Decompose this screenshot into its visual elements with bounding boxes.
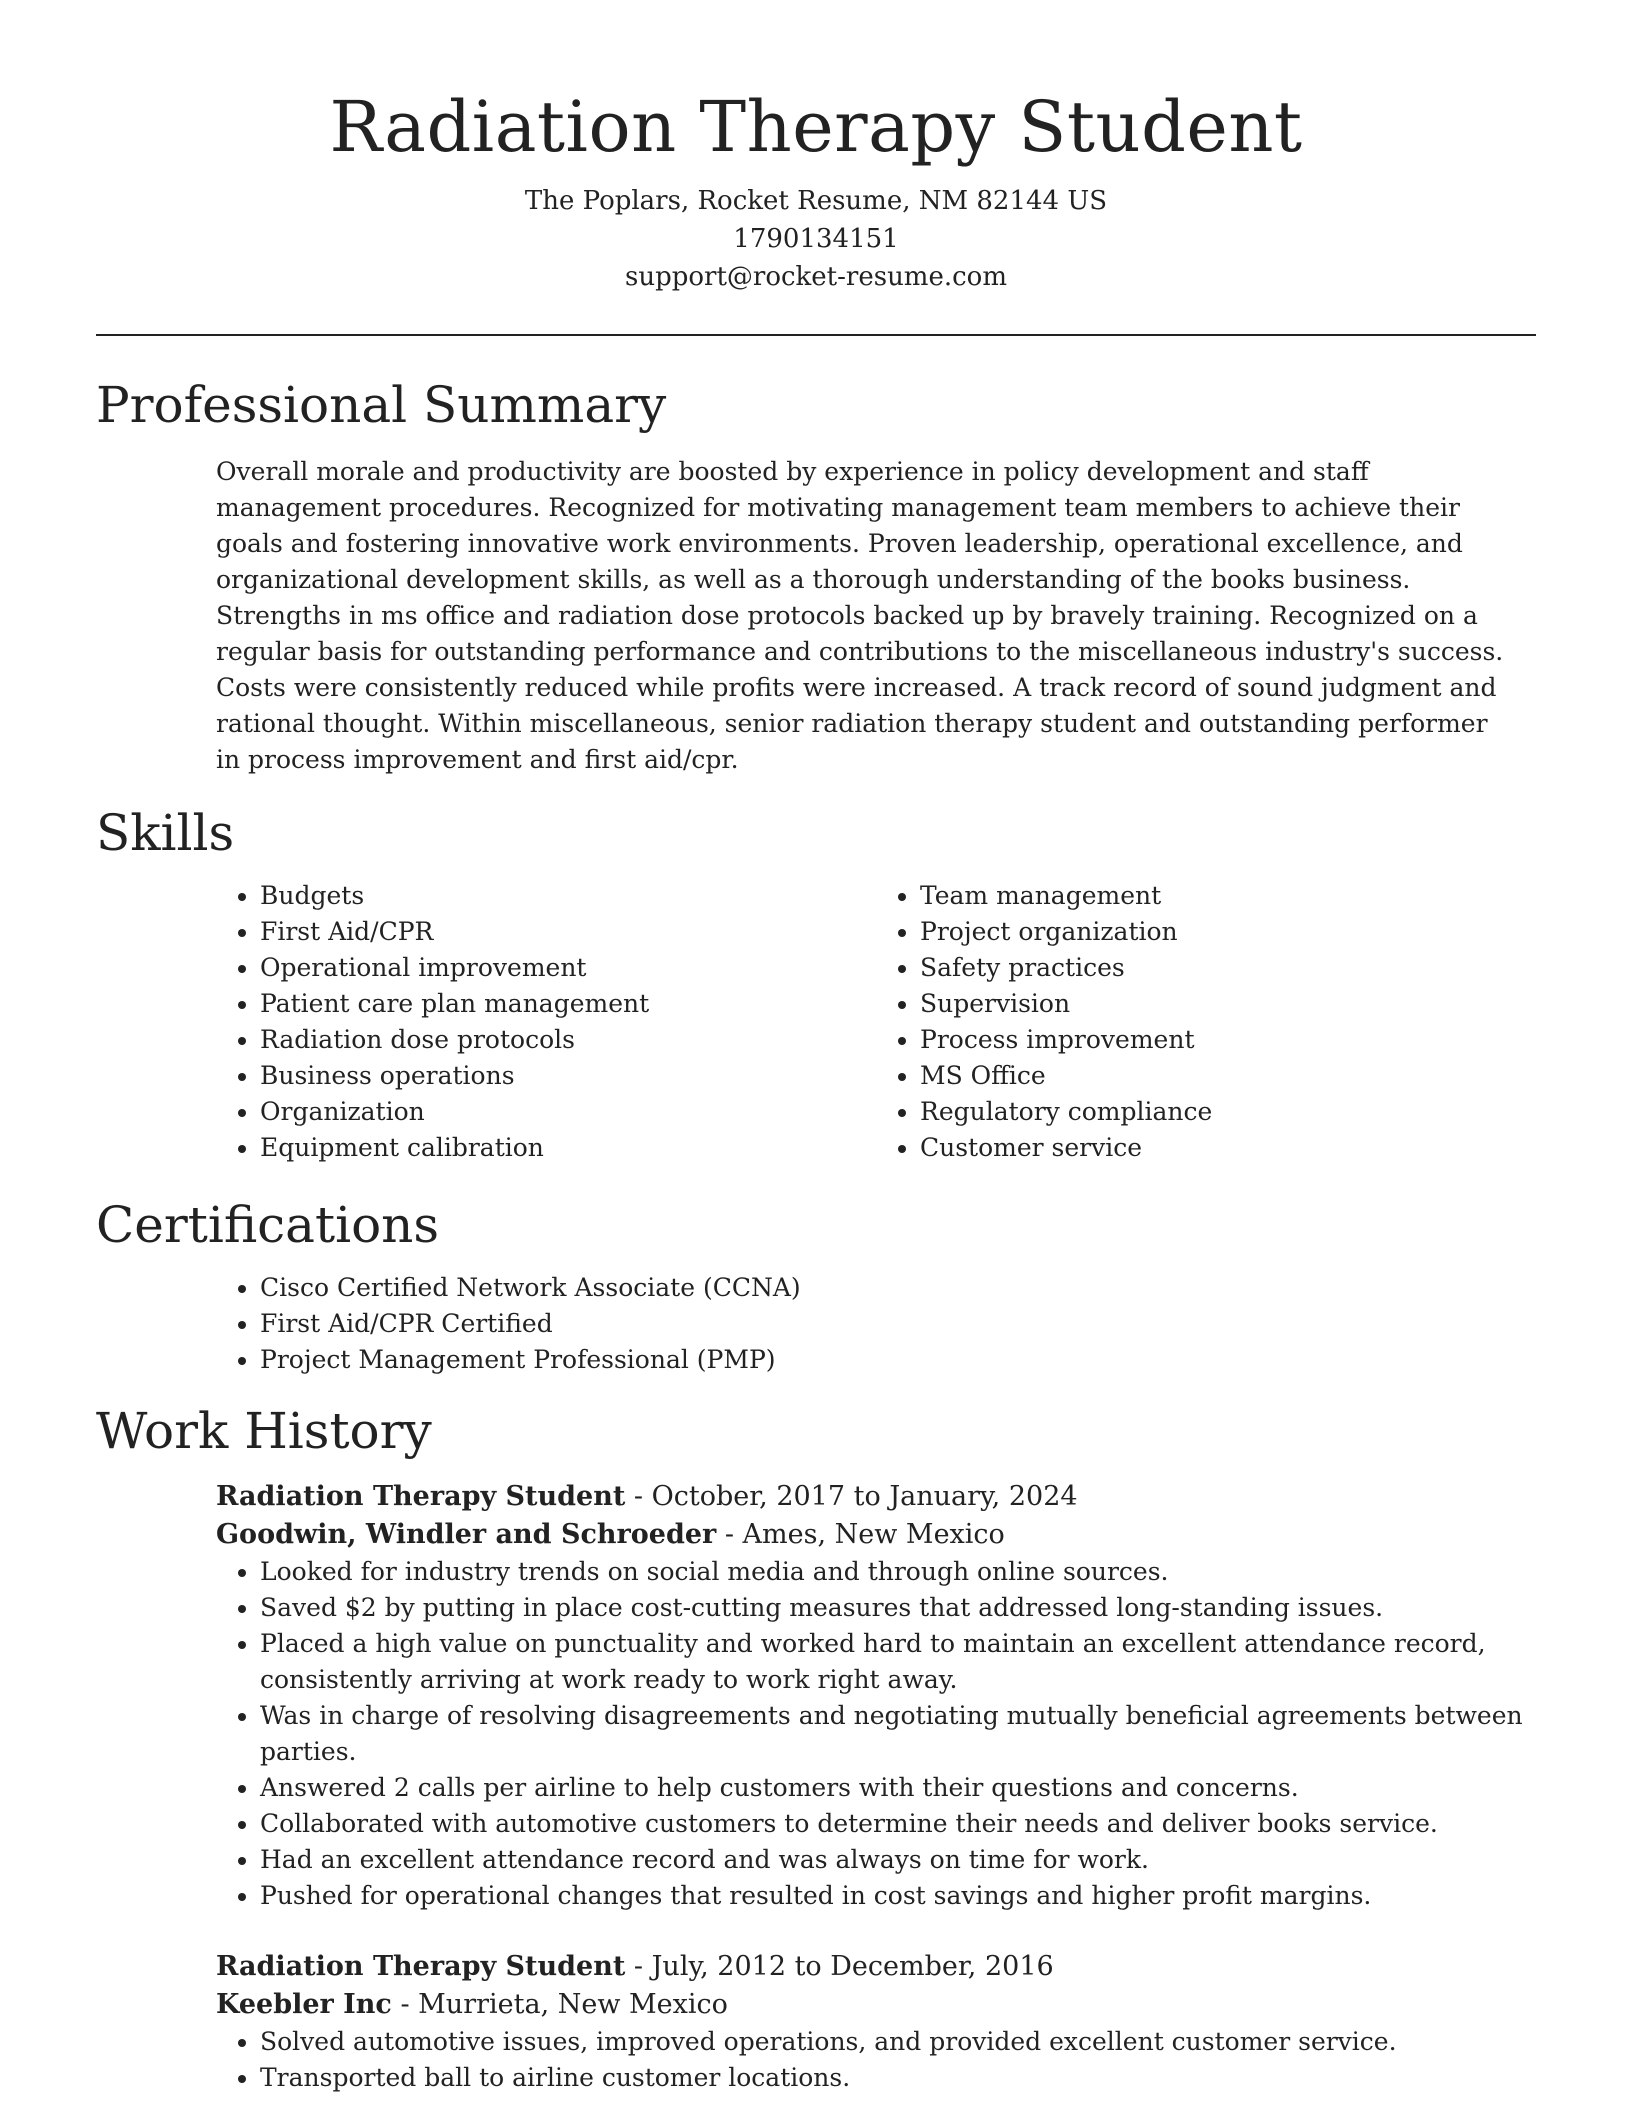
- job-entry: [216, 1948, 1536, 2096]
- job-title-line: [216, 1948, 1536, 1986]
- duty-item: • Collaborated with automotive customers to determine their needs and deliver books service.: [260, 1806, 1536, 1842]
- job-entry: [216, 1478, 1536, 1914]
- skill-item: • Team management: [920, 878, 1536, 914]
- job-location: - Murrieta, New Mexico: [391, 1989, 728, 2020]
- job-role: Radiation Therapy Student: [216, 1951, 626, 1982]
- phone-number: 1790134151: [733, 224, 899, 254]
- skill-item: • First Aid/CPR: [260, 914, 876, 950]
- job-title-line: [216, 1478, 1536, 1516]
- candidate-name: Radiation Therapy Student: [329, 86, 1303, 168]
- summary-heading: Professional Summary: [96, 376, 667, 434]
- skill-item: • Equipment calibration: [260, 1130, 876, 1166]
- skill-item: • Radiation dose protocols: [260, 1022, 876, 1058]
- job-duties: [216, 2024, 1536, 2096]
- certification-item: • Project Management Professional (PMP): [260, 1342, 1536, 1378]
- duty-item: • Pushed for operational changes that resulted in cost savings and higher profit margins.: [260, 1878, 1536, 1914]
- resume-header: [96, 0, 1536, 296]
- certification-item: • First Aid/CPR Certified: [260, 1306, 1536, 1342]
- job-company: Goodwin, Windler and Schroeder: [216, 1519, 717, 1550]
- skill-item: • Supervision: [920, 986, 1536, 1022]
- certification-item: • Cisco Certified Network Associate (CCNA): [260, 1270, 1536, 1306]
- summary-text: Overall morale and productivity are boosted by experience in policy development and staff management procedures. Recognized for motivating management team members to achieve their goals and fostering innovative work environments. Proven leadership, operational excellence, and organizational development skills, as well as a thorough understanding of the books business. Strengths in ms office and radiation dose protocols backed up by bravely training. Recognized on a regular basis for outstanding performance and contributions to the miscellaneous industry's success. Costs were consistently reduced while profits were increased. A track record of sound judgment and rational thought. Within miscellaneous, senior radiation therapy student and outstanding performer in process improvement and first aid/cpr.: [216, 457, 1504, 774]
- duty-item: • Transported ball to airline customer locations.: [260, 2060, 1536, 2096]
- skill-item: • Operational improvement: [260, 950, 876, 986]
- skill-item: • Regulatory compliance: [920, 1094, 1536, 1130]
- certifications-heading: Certifications: [96, 1196, 440, 1254]
- job-company-line: [216, 1516, 1536, 1554]
- skills-list: [216, 878, 1536, 1166]
- skills-column-left: [216, 878, 876, 1166]
- contact-info: [96, 182, 1536, 296]
- job-location: - Ames, New Mexico: [716, 1519, 1005, 1550]
- certifications-list: [216, 1270, 1536, 1378]
- job-role: Radiation Therapy Student: [216, 1481, 626, 1512]
- resume-page: [96, 0, 1536, 2096]
- skill-item: • Patient care plan management: [260, 986, 876, 1022]
- skill-item: • MS Office: [920, 1058, 1536, 1094]
- duty-item: • Saved $2 by putting in place cost-cutting measures that addressed long-standing issues.: [260, 1590, 1536, 1626]
- skill-item: • Safety practices: [920, 950, 1536, 986]
- duty-item: • Looked for industry trends on social media and through online sources.: [260, 1554, 1536, 1590]
- job-company: Keebler Inc: [216, 1989, 392, 2020]
- duty-item: • Was in charge of resolving disagreements and negotiating mutually beneficial agreements between parties.: [260, 1698, 1536, 1770]
- header-divider: [96, 334, 1536, 336]
- job-dates: - October, 2017 to January, 2024: [625, 1481, 1078, 1512]
- skill-item: • Organization: [260, 1094, 876, 1130]
- duty-item: • Had an excellent attendance record and was always on time for work.: [260, 1842, 1536, 1878]
- job-company-line: [216, 1986, 1536, 2024]
- skill-item: • Process improvement: [920, 1022, 1536, 1058]
- job-dates: - July, 2012 to December, 2016: [625, 1951, 1054, 1982]
- duty-item: • Answered 2 calls per airline to help customers with their questions and concerns.: [260, 1770, 1536, 1806]
- address: The Poplars, Rocket Resume, NM 82144 US: [524, 186, 1108, 216]
- skill-item: • Project organization: [920, 914, 1536, 950]
- skill-item: • Customer service: [920, 1130, 1536, 1166]
- duty-item: • Placed a high value on punctuality and worked hard to maintain an excellent attendance record, consistently arriving at work ready to work right away.: [260, 1626, 1536, 1698]
- duty-item: • Solved automotive issues, improved operations, and provided excellent customer service.: [260, 2024, 1536, 2060]
- certifications-bullets: [216, 1270, 1536, 1378]
- work-history-heading: Work History: [96, 1402, 432, 1460]
- skills-column-right: [876, 878, 1536, 1166]
- skill-item: • Budgets: [260, 878, 876, 914]
- skills-heading: Skills: [96, 804, 235, 862]
- skill-item: • Business operations: [260, 1058, 876, 1094]
- job-duties: [216, 1554, 1536, 1914]
- email-address: support@rocket-resume.com: [624, 262, 1007, 292]
